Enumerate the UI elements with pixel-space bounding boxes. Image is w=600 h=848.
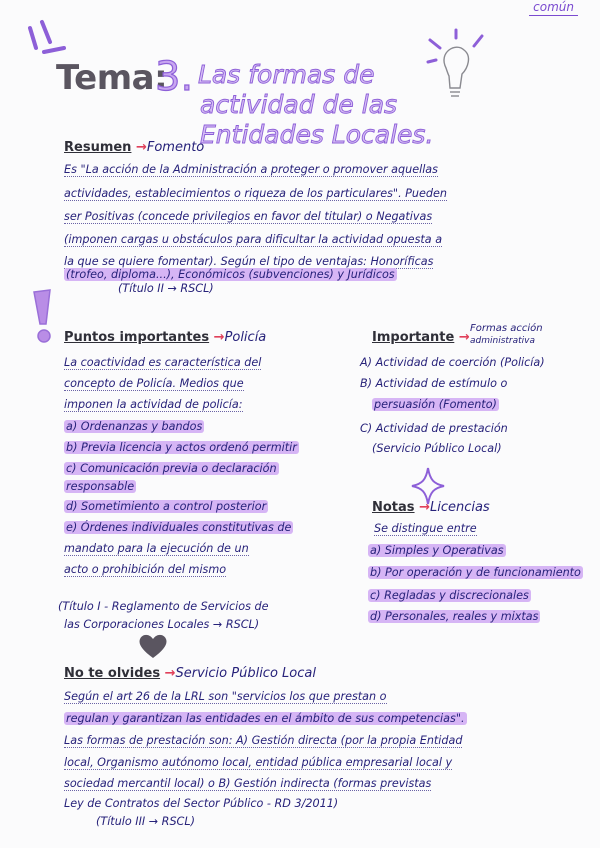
puntos-line-10: mandato para la ejecución de un <box>64 542 249 555</box>
resumen-line-6: (trofeo, diploma...), Económicos (subvenciones) y Jurídicos <box>66 268 395 281</box>
resumen-line-5: la que se quiere fomentar). Según el tipo de ventajas: Honoríficas <box>64 255 434 268</box>
olvides-ref: Servicio Público Local <box>175 666 316 681</box>
lightbulb-icon <box>426 30 496 110</box>
importante-ref: Formas acción administrativa <box>470 323 543 346</box>
subject-tag: común <box>529 0 578 16</box>
resumen-heading: Resumen →Fomento <box>64 140 205 155</box>
exclamation-icon <box>28 288 62 348</box>
puntos-heading: Puntos importantes →Policía <box>64 330 267 345</box>
puntos-line-11: acto o prohibición del mismo <box>64 563 227 576</box>
olvides-line-3: Las formas de prestación son: A) Gestión directa (por la propia Entidad <box>64 734 463 747</box>
resumen-line-4: (imponen cargas u obstáculos para dificultar la actividad opuesta a <box>64 233 443 246</box>
notas-line-5: d) Personales, reales y mixtas <box>370 610 539 623</box>
olvides-line-6: Ley de Contratos del Sector Público - RD 3/2011) <box>64 797 339 810</box>
notas-line-4: c) Regladas y discrecionales <box>370 589 529 602</box>
sparkle-lines-icon <box>24 18 64 58</box>
puntos-line-3: imponen la actividad de policía: <box>64 398 243 411</box>
notas-ref: Licencias <box>429 500 490 515</box>
importante-heading: Importante → <box>372 330 470 345</box>
olvides-line-5: sociedad mercantil local) o B) Gestión indirecta (formas previstas <box>64 777 432 790</box>
notas-line-2: a) Simples y Operativas <box>370 544 504 557</box>
resumen-line-3: ser Positivas (concede privilegios en favor del titular) o Negativas <box>64 210 433 223</box>
olvides-line-2: regulan y garantizan las entidades en el ámbito de sus competencias". <box>66 712 465 725</box>
puntos-line-2: concepto de Policía. Medios que <box>64 377 244 390</box>
puntos-line-9: e) Órdenes individuales constitutivas de <box>66 521 292 534</box>
importante-item-b: B) Actividad de estímulo o <box>360 377 508 390</box>
heart-icon <box>138 632 168 660</box>
notas-line-3: b) Por operación y de funcionamiento <box>370 566 581 579</box>
olvides-line-1: Según el art 26 de la LRL son "servicios los que prestan o <box>64 690 387 703</box>
puntos-line-8: d) Sometimiento a control posterior <box>66 500 267 513</box>
resumen-line-1: Es "La acción de la Administración a proteger o promover aquellas <box>64 163 438 176</box>
importante-item-b-cont: persuasión (Fomento) <box>374 398 497 411</box>
importante-item-a: A) Actividad de coerción (Policía) <box>360 356 545 369</box>
puntos-line-12: (Título I - Reglamento de Servicios de <box>58 600 269 613</box>
resumen-line-7: (Título II → RSCL) <box>118 282 214 295</box>
puntos-line-6: c) Comunicación previa o declaración <box>66 462 277 475</box>
puntos-line-13: las Corporaciones Locales → RSCL) <box>64 618 260 631</box>
topic-title-line-3: Entidades Locales. <box>200 120 434 149</box>
notas-line-1: Se distingue entre <box>374 522 477 535</box>
puntos-line-7: responsable <box>66 480 135 493</box>
puntos-line-5: b) Previa licencia y actos ordenó permitir <box>66 441 297 454</box>
notas-heading: Notas →Licencias <box>372 500 490 515</box>
resumen-line-2: actividades, establecimientos o riqueza de los particulares". Pueden <box>64 187 447 200</box>
topic-number: 3. <box>155 54 194 100</box>
puntos-line-1: La coactividad es característica del <box>64 356 262 369</box>
puntos-line-4: a) Ordenanzas y bandos <box>66 420 203 433</box>
resumen-ref: Fomento <box>146 140 205 155</box>
olvides-line-7: (Título III → RSCL) <box>96 815 195 828</box>
importante-item-c: C) Actividad de prestación <box>360 422 508 435</box>
olvides-line-4: local, Organismo autónomo local, entidad pública empresarial local y <box>64 756 453 769</box>
topic-title-line-1: Las formas de <box>198 60 375 89</box>
importante-item-c-cont: (Servicio Público Local) <box>372 442 502 455</box>
olvides-heading: No te olvides →Servicio Público Local <box>64 666 316 681</box>
puntos-ref: Policía <box>224 330 267 345</box>
topic-label: Tema: <box>56 58 168 98</box>
topic-title-line-2: actividad de las <box>200 90 398 119</box>
